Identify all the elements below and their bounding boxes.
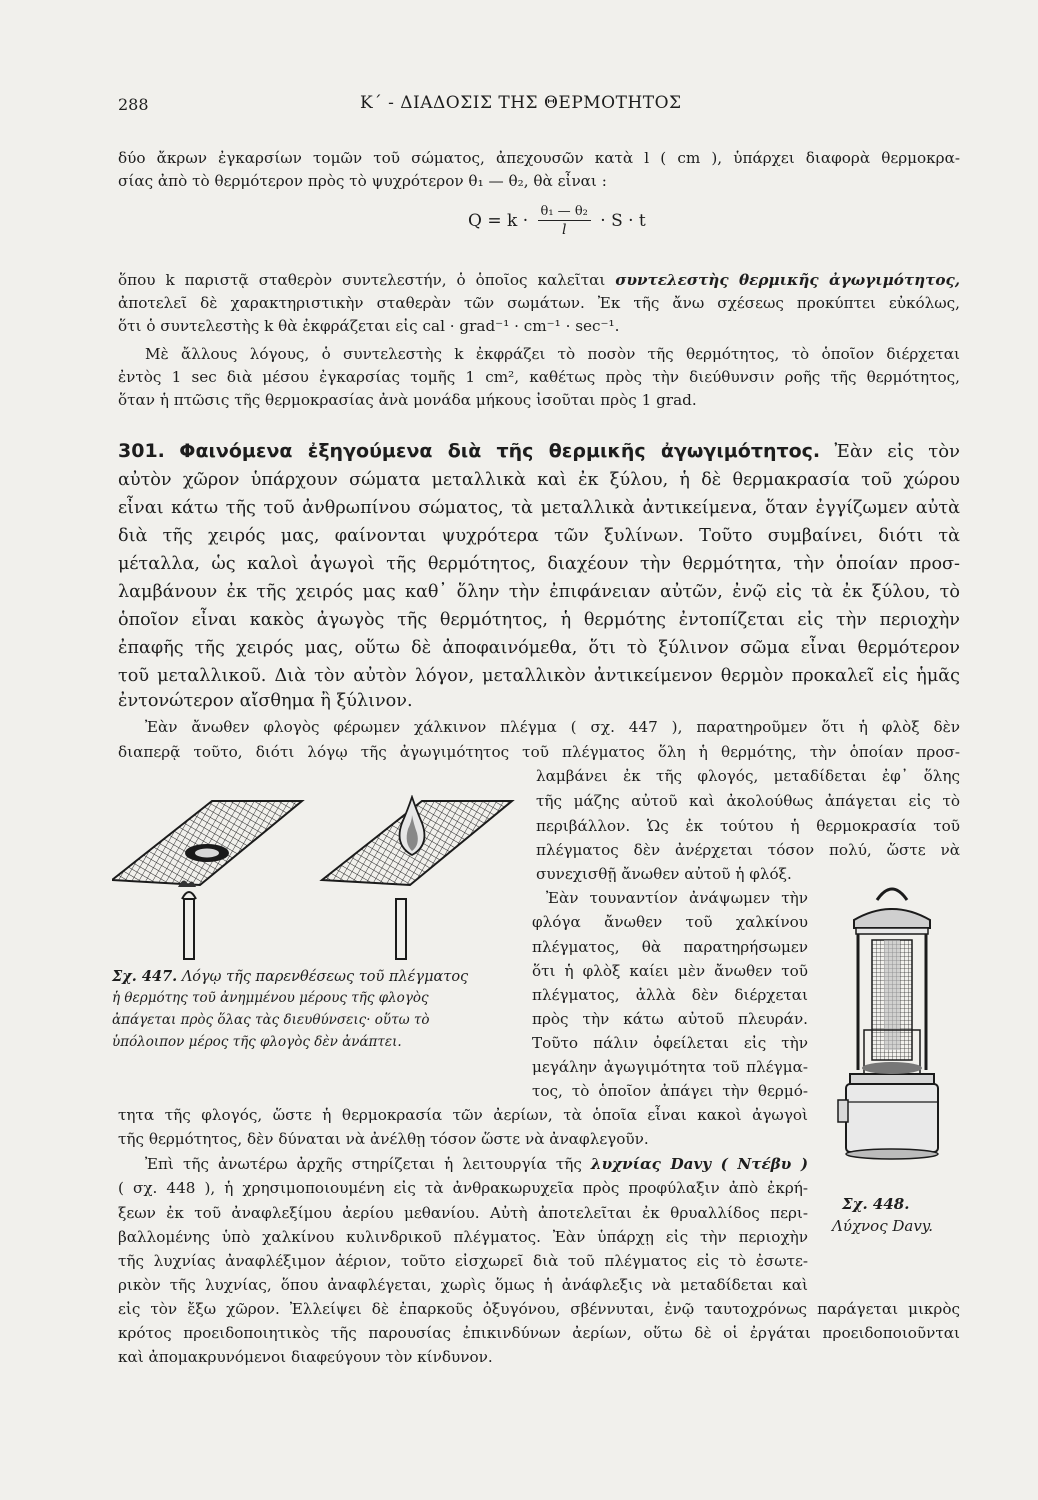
text-line: Ἐὰν ἄνωθεν φλογὸς φέρωμεν χάλκινον πλέγμα ( σχ. 447 ), παρατηροῦμεν ὅτι ἡ φλὸξ δὲν	[145, 718, 960, 736]
text-line: περιβάλλον. Ὡς ἐκ τούτου ἡ θερμοκρασία τοῦ	[536, 817, 960, 835]
text-line: ὅτι ἡ φλὸξ καίει μὲν ἄνωθεν τοῦ	[532, 962, 808, 980]
text-line	[118, 269, 960, 291]
text-line: βαλλομένης ὑπὸ χαλκίνου κυλινδρικοῦ πλέγματος. Ἐὰν ὑπάρχῃ εἰς τὴν περιοχὴν	[118, 1228, 808, 1246]
text-line: πλέγματος δὲν ἀνέρχεται τόσον πολύ, ὥστε νὰ	[536, 841, 960, 859]
caption-line: ὑπόλοιπον μέρος τῆς φλογὸς δὲν ἀνάπτει.	[112, 1034, 402, 1050]
text-line: διὰ τῆς χειρός μας, φαίνονται ψυχρότερα τῶν ξυλίνων. Τοῦτο συμβαίνει, διότι τὰ	[118, 526, 960, 546]
definition-term: συντελεστὴς θερμικῆς ἀγωγιμότητος,	[615, 271, 960, 289]
formula-rhs: · S · t	[600, 211, 646, 231]
text-line: ὅταν ἡ πτῶσις τῆς θερμοκρασίας ἀνὰ μονάδα μήκους ἰσοῦται πρὸς 1 grad.	[118, 391, 697, 409]
text-line: πρὸς τὴν κάτω αὐτοῦ πλευράν.	[532, 1010, 808, 1028]
text-line: ξεων ἐκ τοῦ ἀναφλεξίμου ἀερίου μεθανίου. Αὐτὴ ἀποτελεῖται ἐκ θρυαλλίδος περι-	[118, 1204, 808, 1222]
text-line: Ἐὰν τουναντίον ἀνάψωμεν τὴν	[546, 889, 808, 907]
text-line: μεγάλην ἀγωγιμότητα τοῦ πλέγμα-	[532, 1058, 808, 1076]
page-number: 288	[118, 95, 149, 114]
text-line: τῆς μάζης αὐτοῦ καὶ ἀκολούθως ἀπάγεται εἰς τὸ	[536, 792, 960, 810]
burner-tube-left	[184, 899, 194, 959]
text-line: εἶναι κάτω τῆς τοῦ ἀνθρωπίνου σώματος, τὰ μεταλλικὰ ἀντικείμενα, ὅταν ἐγγίζωμεν αὐτὰ	[118, 498, 960, 518]
text-line: τῆς λυχνίας ἀναφλέξιμον ἀέριον, τοῦτο εἰσχωρεῖ διὰ τοῦ πλέγματος εἰς τὸ ἐσωτε-	[118, 1252, 808, 1270]
figure-448-caption: Λύχνος Davy.	[832, 1217, 934, 1235]
mesh-left	[112, 801, 302, 885]
oil-reservoir	[846, 1084, 938, 1152]
section-heading-line	[118, 440, 960, 463]
text-line: τητα τῆς φλογός, ὥστε ἡ θερμοκρασία τῶν ἀερίων, τὰ ὁποῖα εἶναι κακοὶ ἀγωγοὶ	[118, 1106, 808, 1124]
text-line: ἐπαφῆς τῆς χειρός μας, οὕτω δὲ ἀποφαινόμεθα, ὅτι τὸ ξύλινον σῶμα εἶναι θερμότερον	[118, 638, 960, 658]
section-heading: Φαινόμενα ἐξηγούμενα διὰ τῆς θερμικῆς ἀγωγιμότητος.	[179, 440, 821, 462]
section-number: 301.	[118, 440, 165, 462]
text-line: ἐντονώτερον αἴσθημα ἢ ξύλινον.	[118, 691, 413, 711]
text-line: διαπερᾷ τοῦτο, διότι λόγῳ τῆς ἀγωγιμότητος τοῦ πλέγματος ὅλη ἡ θερμότης, τὴν ὁποίαν προσ-	[118, 743, 960, 761]
text-line	[145, 1153, 808, 1175]
text-line: φλόγα ἄνωθεν τοῦ χαλκίνου	[532, 913, 808, 931]
text-line: ἐντὸς 1 sec διὰ μέσου ἐγκαρσίας τομῆς 1 cm², καθέτως πρὸς τὴν διεύθυνσιν ροῆς τῆς θερμότητος,	[118, 368, 960, 386]
caption-line: Λόγῳ τῆς παρενθέσεως τοῦ πλέγματος	[181, 969, 469, 985]
figure-448-davy-lamp	[832, 880, 952, 1180]
text-line: αὐτὸν χῶρον ὑπάρχουν σώματα μεταλλικὰ καὶ ἐκ ξύλου, ἡ δὲ θερμακρασία τοῦ χώρου	[118, 470, 960, 490]
text-line: Τοῦτο πάλιν ὀφείλεται εἰς τὴν	[532, 1034, 808, 1052]
text-line: συνεχισθῇ ἄνωθεν αὐτοῦ ἡ φλόξ.	[536, 865, 792, 883]
text-line: ρικὸν τῆς λυχνίας, ὅπου ἀναφλέγεται, χωρὶς ὅμως ἡ ἀνάφλεξις νὰ μεταδίδεται καὶ	[118, 1276, 808, 1294]
figure-447-label: Σχ. 447.	[112, 968, 178, 985]
text-line: τος, τὸ ὁποῖον ἀπάγει τὴν θερμό-	[532, 1082, 808, 1100]
formula-fraction	[538, 204, 591, 239]
text-line: ( σχ. 448 ), ἡ χρησιμοποιουμένη εἰς τὰ ἀνθρακωρυχεῖα πρὸς προφύλαξιν ἀπὸ ἐκρή-	[118, 1179, 808, 1197]
formula-denominator: l	[561, 222, 567, 238]
text-line: δύο ἄκρων ἐγκαρσίων τομῶν τοῦ σώματος, ἀπεχουσῶν κατὰ l ( cm ), ὑπάρχει διαφορὰ θερμοκρα-	[118, 149, 960, 167]
figure-447-caption	[112, 966, 468, 988]
lamp-top-cap	[854, 909, 930, 928]
text-line: σίας ἀπὸ τὸ θερμότερον πρὸς τὸ ψυχρότερον θ₁ — θ₂, θὰ εἶναι :	[118, 172, 607, 190]
davy-text: Ἐπὶ τῆς ἀνωτέρω ἀρχῆς στηρίζεται ἡ λειτουργία τῆς	[145, 1155, 582, 1173]
text-line: πλέγματος, θὰ παρατηρήσωμεν	[532, 938, 808, 956]
caption-line: ἀπάγεται πρὸς ὅλας τὰς διευθύνσεις· οὕτω τὸ	[112, 1012, 430, 1028]
text-line: μέταλλα, ὡς καλοὶ ἀγωγοὶ τῆς θερμότητος, διαχέουν τὴν θερμότητα, τὴν ὁποίαν προσ-	[118, 554, 960, 574]
text-line: ὅτι ὁ συντελεστὴς k θὰ ἐκφράζεται εἰς cal · grad⁻¹ · cm⁻¹ · sec⁻¹.	[118, 317, 620, 335]
caption-line: ἡ θερμότης τοῦ ἀνημμένου μέρους τῆς φλογὸς	[112, 990, 429, 1006]
heat-flow-formula	[468, 204, 646, 239]
figure-447-mesh-flame	[112, 795, 532, 960]
text-line: εἰς τὸν ἔξω χῶρον. Ἐλλείψει δὲ ἐπαρκοῦς ὀξυγόνου, σβέννυται, ἐνῷ ταυτοχρόνως παράγεται μικρὸς	[118, 1300, 960, 1318]
formula-lhs: Q = k ·	[468, 211, 529, 231]
text-line: τῆς θερμότητος, δὲν δύναται νὰ ἀνέλθῃ τόσον ὥστε νὰ ἀναφλεγοῦν.	[118, 1130, 649, 1148]
running-title: Κ΄ - ΔΙΑΔΟΣΙΣ ΤΗΣ ΘΕΡΜΟΤΗΤΟΣ	[360, 93, 682, 113]
burner-tube-right	[396, 899, 406, 959]
definition-text: ὅπου k παριστᾷ σταθερὸν συντελεστήν, ὁ ὁποῖος καλεῖται	[118, 271, 606, 289]
text-line: ἀποτελεῖ δὲ χαρακτηριστικὴν σταθερὰν τῶν σωμάτων. Ἐκ τῆς ἄνω σχέσεως προκύπτει εὐκόλως,	[118, 294, 960, 312]
text-line: τοῦ μεταλλικοῦ. Διὰ τὸν αὐτὸν λόγον, μεταλλικὸν ἀντικείμενον θερμὸν προκαλεῖ εἰς ἡμᾶς	[118, 666, 960, 686]
text-line: καὶ ἀπομακρυνόμενοι διαφεύγουν τὸν κίνδυνον.	[118, 1348, 493, 1366]
davy-term: λυχνίας Davy ( Ντέβυ )	[590, 1155, 809, 1173]
text-line: λαμβάνει ἐκ τῆς φλογός, μεταδίδεται ἐφ᾽ ὅλης	[536, 767, 960, 785]
section-text: Ἐὰν εἰς τὸν	[834, 441, 960, 462]
lamp-hook	[877, 889, 907, 900]
formula-numerator: θ₁ — θ₂	[538, 204, 591, 221]
text-line: ὁποῖον εἶναι κακὸς ἀγωγὸς τῆς θερμότητος, ἡ θερμότης ἐντοπίζεται εἰς τὴν περιοχὴν	[118, 610, 960, 630]
figure-448-label: Σχ. 448.	[842, 1195, 910, 1213]
text-line: κρότος προειδοποιητικὸς τῆς παρουσίας ἐπικινδύνων ἀερίων, οὕτω δὲ οἱ ἐργάται προειδοποιοῦνται	[118, 1324, 960, 1342]
text-line: λαμβάνουν ἐκ τῆς χειρός μας καθ᾽ ὅλην τὴν ἐπιφάνειαν αὐτῶν, ἐνῷ εἰς τὰ ἐκ ξύλου, τὸ	[118, 582, 960, 602]
text-line: πλέγματος, ἀλλὰ δὲν διέρχεται	[532, 986, 808, 1004]
text-line: Μὲ ἄλλους λόγους, ὁ συντελεστὴς k ἐκφράζει τὸ ποσὸν τῆς θερμότητος, τὸ ὁποῖον διέρχεται	[145, 345, 960, 363]
